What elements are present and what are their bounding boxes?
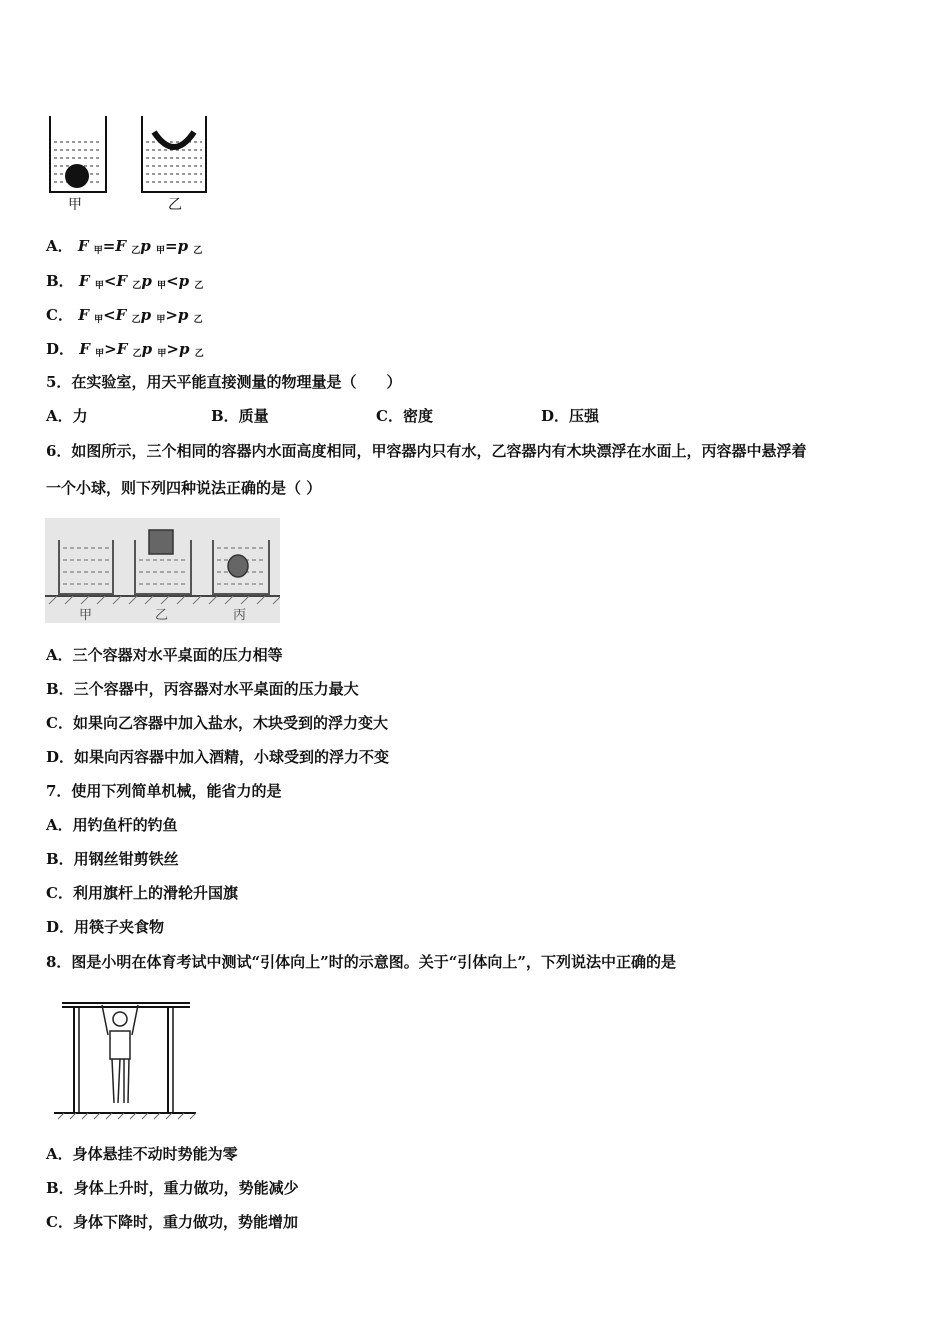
figure-pull-up	[50, 995, 200, 1120]
q6-stem-line1: 6．如图所示，三个相同的容器内水面高度相同，甲容器内只有水，乙容器内有木块漂浮在水面上，丙容器中悬浮着	[46, 442, 807, 460]
q7-stem: 7．使用下列简单机械，能省力的是	[46, 782, 282, 800]
suspended-ball	[228, 555, 248, 577]
q8-option-a: A．身体悬挂不动时势能为零	[46, 1145, 238, 1163]
q4-option-b: B． F $_甲$<F $_乙$p $_甲$<p $_乙$	[46, 272, 204, 291]
q5-option-a: A．力	[46, 407, 88, 425]
q5-option-b: B．质量	[211, 407, 269, 425]
q5-option-d: D．压强	[541, 407, 600, 425]
label-jia: 甲	[68, 197, 82, 213]
pull-up-diagram	[50, 995, 200, 1120]
q6-option-d: D．如果向丙容器中加入酒精，小球受到的浮力不变	[46, 748, 390, 766]
sunk-ball	[65, 164, 89, 188]
floating-bowl	[154, 132, 194, 147]
figure-three-containers	[45, 518, 280, 623]
q8-option-c: C．身体下降时，重力做功，势能增加	[46, 1213, 298, 1231]
q8-stem: 8．图是小明在体育考试中测试“引体向上”时的示意图。关于“引体向上”，下列说法中正确的是	[46, 953, 676, 971]
q4-option-c: C． F $_甲$<F $_乙$p $_甲$>p $_乙$	[46, 306, 203, 325]
figure-beakers-jia-yi	[44, 112, 214, 217]
q7-option-b: B．用钢丝钳剪铁丝	[46, 850, 179, 868]
q5-option-c: C．密度	[376, 407, 433, 425]
q6-option-a: A．三个容器对水平桌面的压力相等	[46, 646, 283, 664]
q6-option-c: C．如果向乙容器中加入盐水，木块受到的浮力变大	[46, 714, 388, 732]
q5-options	[46, 406, 599, 426]
q6-stem-line2: 一个小球，则下列四种说法正确的是（ ）	[46, 479, 322, 497]
person-figure	[102, 1005, 138, 1103]
floating-block	[149, 530, 173, 554]
q8-option-b: B．身体上升时，重力做功，势能减少	[46, 1179, 299, 1197]
q5-stem: 5．在实验室，用天平能直接测量的物理量是（ ）	[46, 373, 402, 391]
container-label-jia: 甲	[79, 608, 93, 623]
label-yi: 乙	[168, 197, 182, 213]
q7-option-c: C．利用旗杆上的滑轮升国旗	[46, 884, 238, 902]
q4-option-a: A． F $_甲$=F $_乙$p $_甲$=p $_乙$	[46, 237, 203, 256]
container-label-yi: 乙	[155, 608, 169, 623]
q4-option-d: D． F $_甲$>F $_乙$p $_甲$>p $_乙$	[46, 340, 204, 359]
container-label-bing: 丙	[233, 608, 247, 623]
q6-option-b: B．三个容器中，丙容器对水平桌面的压力最大	[46, 680, 359, 698]
q7-option-a: A．用钓鱼杆的钓鱼	[46, 816, 178, 834]
q7-option-d: D．用筷子夹食物	[46, 918, 165, 936]
